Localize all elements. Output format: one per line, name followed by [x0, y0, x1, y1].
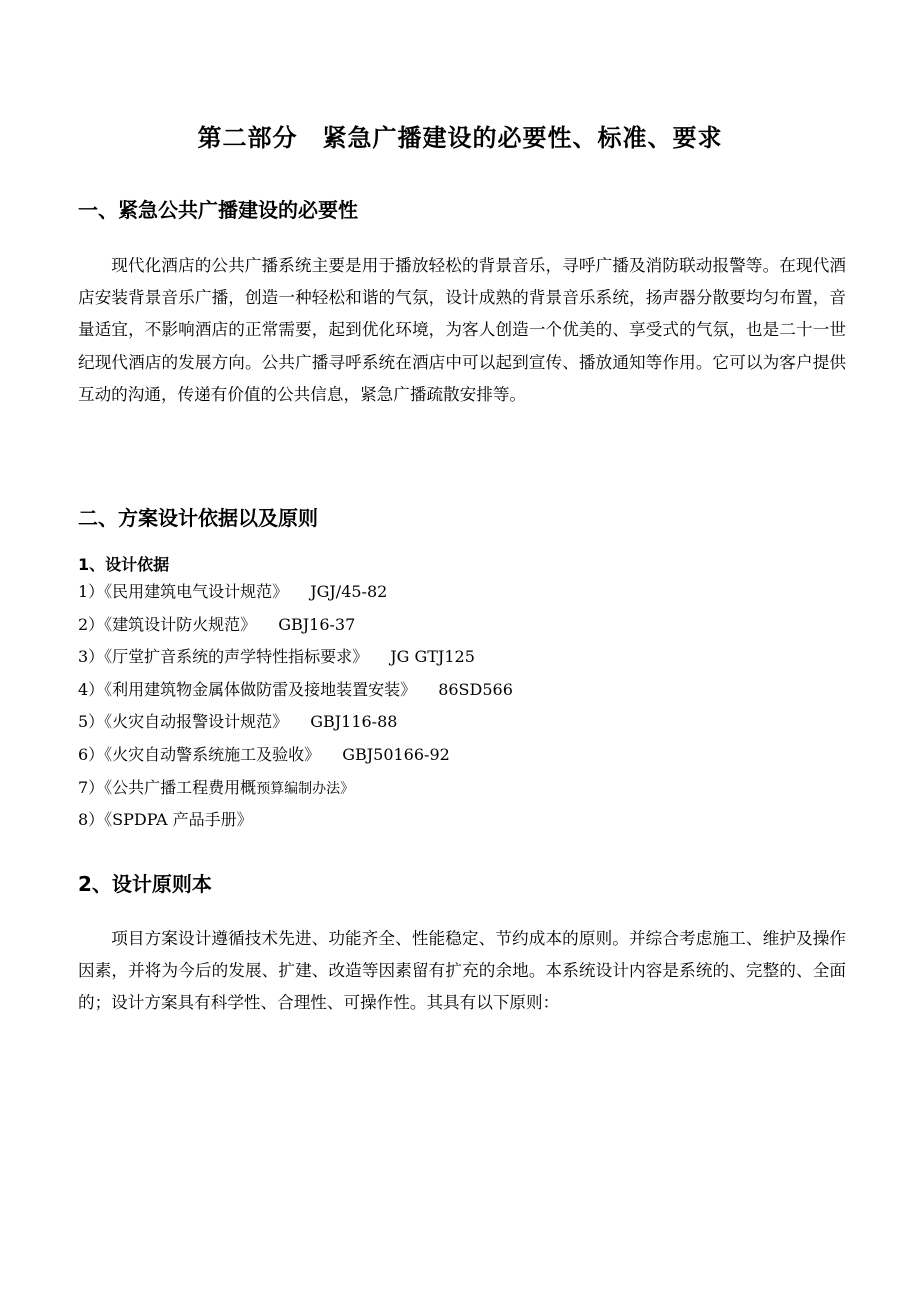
principles-paragraph: 项目方案设计遵循技术先进、功能齐全、性能稳定、节约成本的原则。并综合考虑施工、维护及操作因素，并将为今后的发展、扩建、改造等因素留有扩充的余地。本系统设计内容是系统的、完整的、全面的；设计方案具有科学性、合理性、可操作性。其具有以下原则： [78, 929, 846, 1013]
standard-code: GBJ50166-92 [342, 744, 450, 764]
document-title: 第二部分 紧急广播建设的必要性、标准、要求 [197, 124, 723, 152]
section-heading-design-basis: 二、方案设计依据以及原则 [78, 506, 318, 530]
standard-code: JGJ/45-82 [310, 582, 388, 601]
list-item [78, 678, 513, 711]
necessity-paragraph: 现代化酒店的公共广播系统主要是用于播放轻松的背景音乐，寻呼广播及消防联动报警等。在现代酒店安装背景音乐广播，创造一种轻松和谐的气氛，设计成熟的背景音乐系统，扬声器分散要均匀布置，音量适宜，不影响酒店的正常需要，起到优化环境，为客人创造一个优美的、享受式的气氛，也是二十一世纪现代酒店的发展方向。公共广播寻呼系统在酒店中可以起到宣传、播放通知等作用。它可以为客户提供互动的沟通，传递有价值的公共信息，紧急广播疏散安排等。 [78, 256, 846, 404]
standard-name: 1）《民用建筑电气设计规范》 [78, 582, 289, 601]
section-heading-necessity: 一、紧急公共广播建设的必要性 [78, 198, 358, 222]
subheading-design-principles: 2、设计原则本 [78, 872, 212, 896]
standard-name: 2）《建筑设计防火规范》 [78, 614, 257, 634]
list-item [78, 613, 513, 646]
standard-name: 6）《火灾自动警系统施工及验收》 [78, 744, 321, 764]
standard-name: 3）《厅堂扩音系统的声学特性指标要求》 [78, 647, 369, 667]
standard-code: GBJ116-88 [310, 712, 398, 732]
list-item [78, 580, 513, 613]
standard-code: 86SD566 [438, 679, 513, 699]
list-item [78, 710, 513, 743]
list-item [78, 808, 513, 841]
standard-name: 7）《公共广播工程费用概 [78, 777, 257, 797]
standard-name: 8）《SPDPA 产品手册》 [78, 810, 253, 830]
subheading-design-basis: 1、设计依据 [78, 555, 170, 574]
standard-code: GBJ16-37 [278, 614, 356, 634]
list-item [78, 743, 513, 776]
reference-standards-list [78, 580, 513, 841]
list-item [78, 645, 513, 678]
standard-code: JG GTJ125 [390, 647, 475, 667]
list-item [78, 776, 513, 809]
standard-name: 5）《火灾自动报警设计规范》 [78, 712, 289, 732]
standard-name-small: 预算编制办法》 [256, 780, 355, 797]
standard-name: 4）《利用建筑物金属体做防雷及接地装置安装》 [78, 679, 417, 699]
